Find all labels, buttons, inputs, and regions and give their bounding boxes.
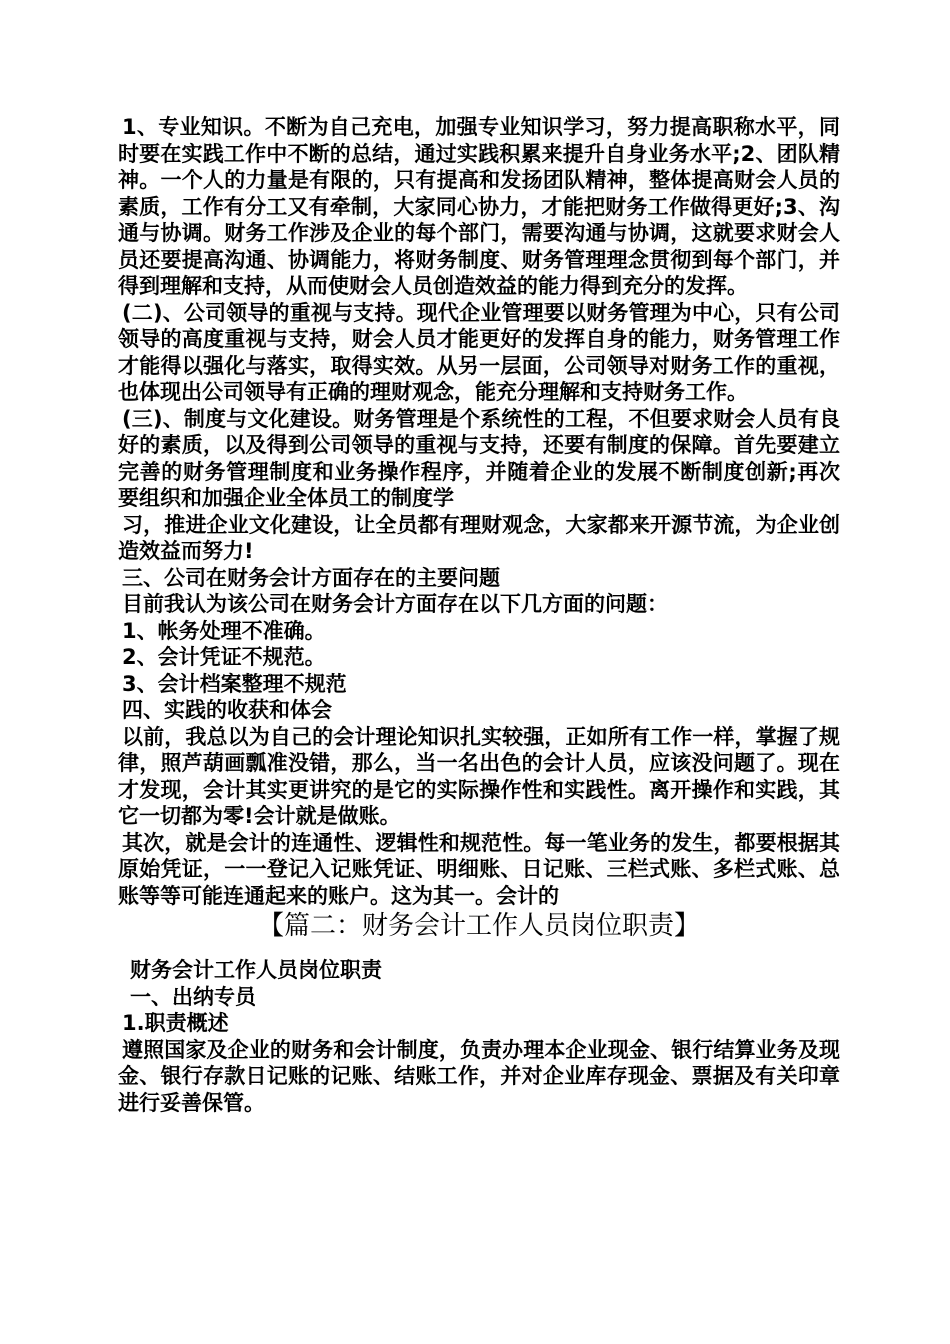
section-title: 【篇二：财务会计工作人员岗位职责】 [257, 911, 700, 941]
problem-item-3: 3、会计档案整理不规范 [122, 671, 347, 696]
doc-title: 财务会计工作人员岗位职责 [130, 958, 382, 982]
heading-gains: 四、实践的收获和体会 [122, 698, 332, 722]
problem-item-1: 1、帐务处理不准确。 [122, 618, 326, 643]
paragraph-system-culture: (三)、制度与文化建设。财务管理是个系统性的工程，不但要求财会人员有良好的素质，以及得到公司领导的重视与支持，还要有制度的保障。首先要建立完善的财务管理制度和业务操作程序，并随着企业的发展不断制度创新;再次要组织和加强企业全体员工的制度学 [118, 406, 840, 510]
problem-item-2: 2、会计凭证不规范。 [122, 645, 326, 669]
paragraph-cashier-duties: 遵照国家及企业的财务和会计制度，负责办理本企业现金、银行结算业务及现金、银行存款日记账的记账、结账工作，并对企业库存现金、票据及有关印章进行妥善保管。 [118, 1037, 840, 1115]
heading-problems: 三、公司在财务会计方面存在的主要问题 [122, 565, 500, 590]
heading-cashier: 一、出纳专员 [130, 984, 256, 1009]
paragraph-gains: 以前，我总以为自己的会计理论知识扎实较强，正如所有工作一样，掌握了规律，照芦葫画瓢准没错，那么，当一名出色的会计人员，应该没问题了。现在才发现，会计其实更讲究的是它的实际操作性和实践性。离开操作和实践，其它一切都为零!会计就是做账。 [118, 724, 840, 828]
paragraph-accounting-logic: 其次，就是会计的连通性、逻辑性和规范性。每一笔业务的发生，都要根据其原始凭证，一一登记入记账凭证、明细账、日记账、三栏式账、多栏式账、总账等等可能连通起来的账户。这为其一。会计的 [118, 830, 840, 908]
paragraph-qualities: 1、专业知识。不断为自己充电，加强专业知识学习，努力提高职称水平，同时要在实践工作中不断的总结，通过实践积累来提升自身业务水平;2、团队精神。一个人的力量是有限的，只有提高和发扬团队精神，整体提高财会人员的素质，工作有分工又有牵制，大家同心协力，才能把财务工作做得更好;3、沟通与协调。财务工作涉及企业的每个部门，需要沟通与协调，这就要求财会人员还要提高沟通、协调能力，将财务制度、财务管理理念贯彻到每个部门，并得到理解和支持，从而使财会人员创造效益的能力得到充分的发挥。 [118, 115, 840, 298]
document-page [118, 114, 840, 1116]
paragraph-system-culture-continued: 习，推进企业文化建设，让全员都有理财观念，大家都来开源节流，为企业创造效益而努力! [118, 512, 840, 563]
paragraph-leadership-support: (二)、公司领导的重视与支持。现代企业管理要以财务管理为中心，只有公司领导的高度重视与支持，财会人员才能更好的发挥自身的能力，财务管理工作才能得以强化与落实，取得实效。从另一层面，公司领导对财务工作的重视，也体现出公司领导有正确的理财观念，能充分理解和支持财务工作。 [118, 300, 840, 404]
heading-duty-overview: 1.职责概述 [122, 1011, 229, 1035]
problems-intro: 目前我认为该公司在财务会计方面存在以下几方面的问题： [122, 592, 668, 616]
spacer [118, 943, 840, 957]
